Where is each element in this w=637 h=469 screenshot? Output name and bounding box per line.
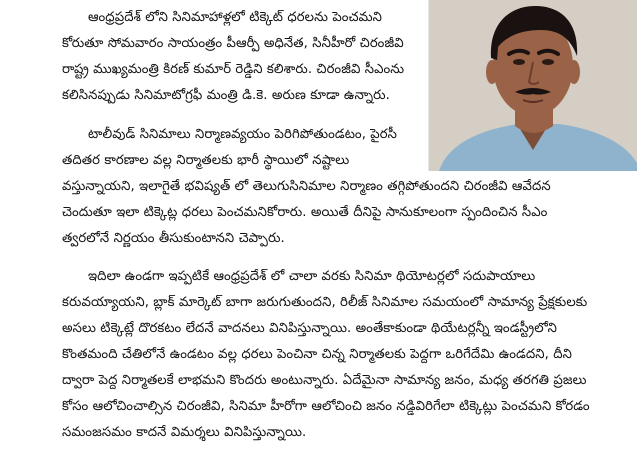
article-line: కలిసినప్పుడు సినిమాటోగ్రఫీ మంత్రి డి.కె. అరుణ కూడా ఉన్నారు. — [62, 88, 390, 103]
article-line: కొంతమంది చేతిలోనే ఉండటం వల్ల ధరలు పెంచినా చిన్న నిర్మాతలకు పెద్దగా ఒరిగేదేమి ఉండదని, దీని — [62, 347, 572, 362]
article-line: కోసం ఆలోచించాల్సిన చిరంజీవి, సినిమా హీరోగా ఆలోచించి జనం నడ్డివిరిగేలా టిక్కెట్లు పెంచమని కోరడం — [62, 399, 590, 414]
article-line: ఆంధ్రప్రదేశ్ లోని సినిమాహాళ్లలో టిక్కెట్ ధరలను పెంచమని — [88, 10, 383, 25]
portrait-photo — [428, 0, 637, 171]
article-line: చెందుతూ ఇలా టిక్కెట్ల ధరలు పెంచమనికోరారు. అయితే దీనిపై సానుకూలంగా స్పందించిన సీఎం — [62, 205, 548, 220]
article-line: కరువయ్యాయని, బ్లాక్ మార్కెట్ బాగా జరుగుతుందని, రిలీజ్ సినిమాల సమయంలో సామాన్య ప్రేక్షకులకు — [62, 295, 588, 310]
article-line: వస్తున్నాయని, ఇలాగైతే భవిష్యత్ లో తెలుగుసినిమాల నిర్మాణం తగ్గిపోతుందని చిరంజీవి ఆవేదన — [62, 179, 551, 194]
article-line: త్వరలోనే నిర్ణయం తీసుకుంటానని చెప్పారు. — [62, 231, 285, 246]
article-line: అసలు టిక్కెట్లే దొరకటం లేదనే వాదనలు వినిపిస్తున్నాయి. అంతేకాకుండా థియేటర్లన్నీ ఇండస్ట్రీలోని — [62, 321, 557, 336]
article-line: టాలీవుడ్ సినిమాలు నిర్మాణవ్యయం పెరిగిపోతుండటం, పైరసీ — [88, 127, 398, 142]
article-line: రాష్ట్ర ముఖ్యమంత్రి కిరణ్ కుమార్ రెడ్డిని కలిశారు. చిరంజీవి సీఎంను — [62, 62, 405, 77]
article-line: ద్వారా పెద్ద నిర్మాతలకే లాభమని కొందరు అంటున్నారు. ఏదేమైనా సామాన్య జనం, మధ్య తరగతి ప్రజలు — [62, 373, 587, 388]
article-line: కోరుతూ సోమవారం సాయంత్రం పీఆర్పీ అధినేత, సినీహీరో చిరంజీవి — [62, 36, 404, 51]
portrait-illustration — [429, 0, 637, 171]
article-line: ఇదిలా ఉండగా ఇప్పటికే ఆంధ్రప్రదేశ్ లో చాలా వరకు సినిమా థియోటర్లలో సదుపాయాలు — [88, 269, 536, 284]
article-line: తదితర కారణాల వల్ల నిర్మాతలకు భారీ స్థాయిలో నష్టాలు — [62, 153, 350, 168]
article-line: సమంజసమం కాదనే విమర్శలు వినిపిస్తున్నాయి. — [62, 425, 307, 440]
